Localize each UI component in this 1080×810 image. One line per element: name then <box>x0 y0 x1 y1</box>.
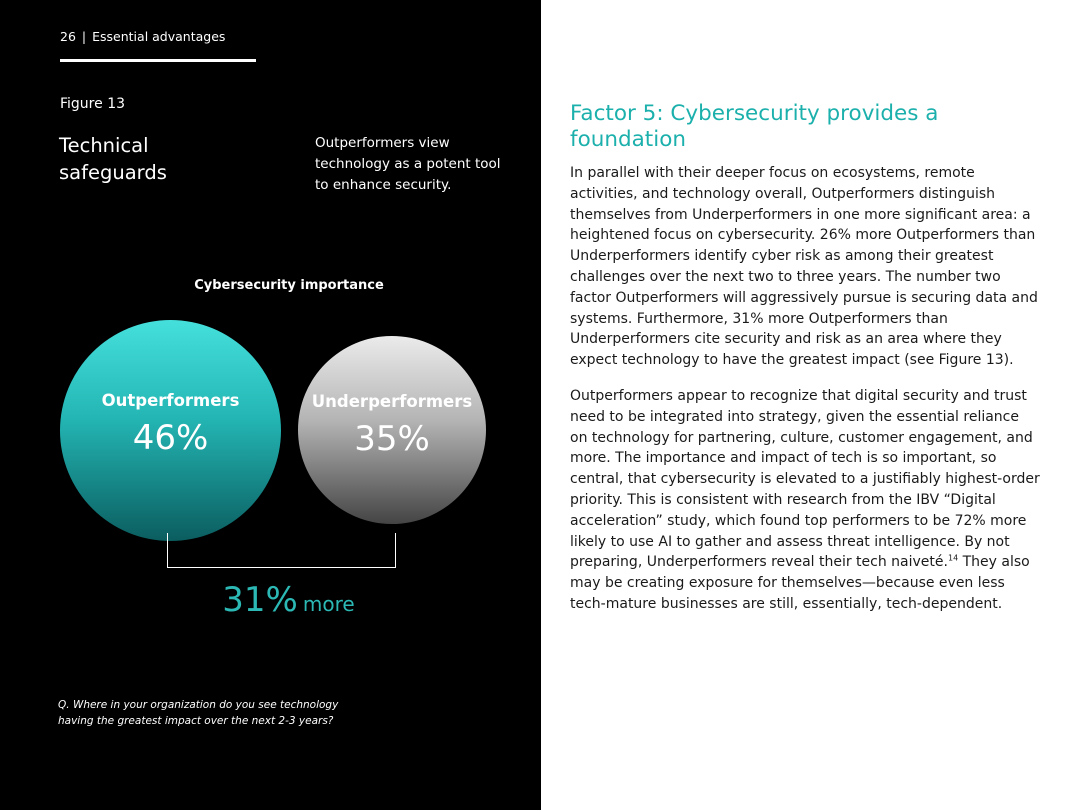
difference-suffix: more <box>302 592 355 616</box>
article-paragraph-1: In parallel with their deeper focus on ecosystems, remote activities, and technology overall, Outperformers distinguish themselves from Underperformers in one more significant area: a heightened focus on cybersecurity. 26% more Outperformers than Underperformers identify cyber risk as among their greatest challenges over the next two to three years. The number two factor Outperformers will aggressively pursue is securing data and systems. Furthermore, 31% more Outperformers than Underperformers cite security and risk as an area where they expect technology to have the greatest impact (see Figure 13). <box>570 165 1038 369</box>
bubble-underperformers <box>298 336 486 524</box>
figure-label: Figure 13 <box>60 96 126 112</box>
figure-description: Outperformers view technology as a potent tool to enhance security. <box>315 135 501 193</box>
article-paragraph-2 <box>570 386 1040 615</box>
article-panel <box>541 0 1080 810</box>
bubble-label-outperformers: Outperformers <box>101 391 240 410</box>
figure-title-line2: safeguards <box>59 161 167 184</box>
paragraph-2-text-b: They also may be creating exposure for themselves—because even less tech-mature businesses are still, essentially, tech-dependent. <box>570 554 1030 612</box>
bubble-value-outperformers: 46% <box>132 418 209 458</box>
chart-title: Cybersecurity importance <box>194 278 384 293</box>
article-body <box>570 163 1040 630</box>
page-header <box>60 29 225 44</box>
bubble-outperformers <box>60 320 281 541</box>
header-rule <box>60 59 256 62</box>
bubble-value-underperformers: 35% <box>354 419 430 459</box>
header-separator: | <box>81 29 87 44</box>
footnote-ref[interactable]: 14 <box>947 553 959 563</box>
difference-value: 31% <box>222 580 298 620</box>
difference-bracket <box>167 533 396 568</box>
article-title: Factor 5: Cybersecurity provides a foundation <box>570 101 939 152</box>
page-number: 26 <box>60 29 76 44</box>
section-name: Essential advantages <box>92 29 226 44</box>
bubble-label-underperformers: Underperformers <box>311 392 473 411</box>
survey-question: Q. Where in your organization do you see technology having the greatest impact over the next 2-3 years? <box>58 699 339 727</box>
figure-title <box>59 132 269 186</box>
figure-title-line1: Technical <box>59 134 149 157</box>
paragraph-2-text-a: Outperformers appear to recognize that digital security and trust need to be integrated into strategy, given the essential reliance on technology for partnering, culture, customer engagement, and more. The importance and impact of tech is so important, so central, that cybersecurity is elevated to a justifiably highest-order priority. This is consistent with research from the IBV “Digital acceleration” study, which found top performers to be 72% more likely to use AI to gather and assess threat intelligence. By not preparing, Underperformers reveal their tech naiveté. <box>570 387 1040 571</box>
difference-label <box>170 580 407 620</box>
